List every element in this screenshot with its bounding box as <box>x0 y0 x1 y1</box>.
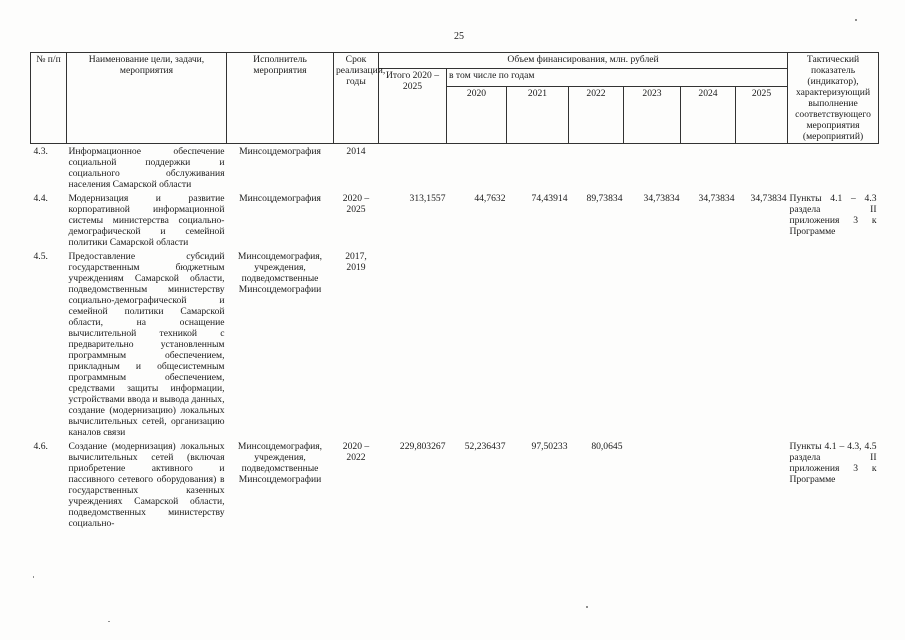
row-indicator: Пункты 4.1 – 4.3, 4.5 раздела II приложения 3 к Программе <box>789 441 877 485</box>
header-year-2022: 2022 <box>569 87 624 144</box>
row-2024 <box>681 441 736 532</box>
row-term: 2017, 2019 <box>345 251 367 273</box>
row-2022 <box>569 251 624 441</box>
header-year-2025: 2025 <box>736 87 788 144</box>
row-executor: Минсоцдемография <box>239 146 321 157</box>
row-term: 2020 – 2022 <box>342 441 370 463</box>
row-indicator <box>788 251 879 441</box>
row-name: Информационное обеспечение социальной поддержки и социального обслуживания населения Самарской области <box>68 146 225 190</box>
row-2024 <box>681 144 736 194</box>
row-2021: 74,43914 <box>531 193 568 204</box>
row-name: Модернизация и развитие корпоративной информационной системы министерства социально-демографической и семейной политики Самарской области <box>68 193 225 248</box>
header-year-2023: 2023 <box>624 87 681 144</box>
row-indicator <box>788 144 879 194</box>
page-number: 25 <box>454 31 464 42</box>
row-term: 2020 – 2025 <box>342 193 370 215</box>
header-funding: Объем финансирования, млн. рублей <box>379 53 788 69</box>
row-2021 <box>507 251 569 441</box>
row-executor: Минсоцдемография, учреждения, подведомственные Минсоцдемографии <box>237 441 323 485</box>
row-2024: 34,73834 <box>698 193 735 204</box>
header-executor: Исполнитель мероприятия <box>227 53 334 144</box>
header-year-2024: 2024 <box>681 87 736 144</box>
row-2021: 97,50233 <box>531 441 568 452</box>
row-term: 2014 <box>346 146 366 157</box>
header-name: Наименование цели, задачи, мероприятия <box>67 53 227 144</box>
row-2024 <box>681 251 736 441</box>
row-2025 <box>736 441 788 532</box>
funding-table <box>30 52 879 532</box>
table-row <box>31 144 879 194</box>
row-2025 <box>736 251 788 441</box>
row-total: 229,803267 <box>399 441 446 452</box>
row-2022: 80,0645 <box>591 441 623 452</box>
row-2023 <box>624 251 681 441</box>
row-total <box>379 251 447 441</box>
row-2023 <box>624 144 681 194</box>
table-row <box>31 251 879 441</box>
header-indicator: Тактический показатель (индикатор), характеризующий выполнение соответствующего мероприятия (мероприятий) <box>788 53 879 144</box>
row-name: Создание (модернизация) локальных вычислительных сетей (включая приобретение активного и пассивного сетевого оборудования) в государственных казенных учреждениях Самарской области, подведомственных министерству социально- <box>68 441 225 529</box>
header-total: Итого 2020 – 2025 <box>379 69 447 144</box>
row-num: 4.4. <box>33 193 48 204</box>
table-row <box>31 193 879 251</box>
header-year-2021: 2021 <box>507 87 569 144</box>
row-2023 <box>624 441 681 532</box>
row-2025: 34,73834 <box>750 193 787 204</box>
row-2022: 89,73834 <box>586 193 623 204</box>
row-2020: 52,236437 <box>464 441 506 452</box>
row-2020: 44,7632 <box>474 193 506 204</box>
row-name: Предоставление субсидий государственным бюджетным учреждениям Самарской области, подведомственным министерству социально-демографической и семейной политики Самарской области, на оснащение вычислительной техникой с предварительно установленным программным обеспечением, прикладным и общесистемным программным обеспечением, средствами защиты информации, устройствами ввода и вывода данных, создание (модернизацию) локальных вычислительных сетей, организацию каналов связи <box>68 251 225 438</box>
header-year-2020: 2020 <box>447 87 507 144</box>
row-total <box>379 144 447 194</box>
row-2021 <box>507 144 569 194</box>
table-row <box>31 441 879 532</box>
scan-speck <box>586 606 588 608</box>
row-2023: 34,73834 <box>643 193 680 204</box>
row-2020 <box>447 144 507 194</box>
row-2022 <box>569 144 624 194</box>
header-by-year: в том числе по годам <box>447 69 788 87</box>
scan-speck <box>33 576 34 578</box>
header-term: Срок реализации, годы <box>334 53 379 144</box>
row-num: 4.3. <box>33 146 48 157</box>
row-2025 <box>736 144 788 194</box>
header-num: № п/п <box>31 53 67 144</box>
row-executor: Минсоцдемография <box>239 193 321 204</box>
scan-speck <box>108 621 110 622</box>
scan-speck <box>855 19 857 21</box>
row-2020 <box>447 251 507 441</box>
row-num: 4.5. <box>33 251 48 262</box>
row-executor: Минсоцдемография, учреждения, подведомственные Минсоцдемографии <box>237 251 323 295</box>
row-total: 313,1557 <box>409 193 446 204</box>
row-indicator: Пункты 4.1 – 4.3 раздела II приложения 3 к Программе <box>789 193 877 237</box>
row-num: 4.6. <box>33 441 48 452</box>
